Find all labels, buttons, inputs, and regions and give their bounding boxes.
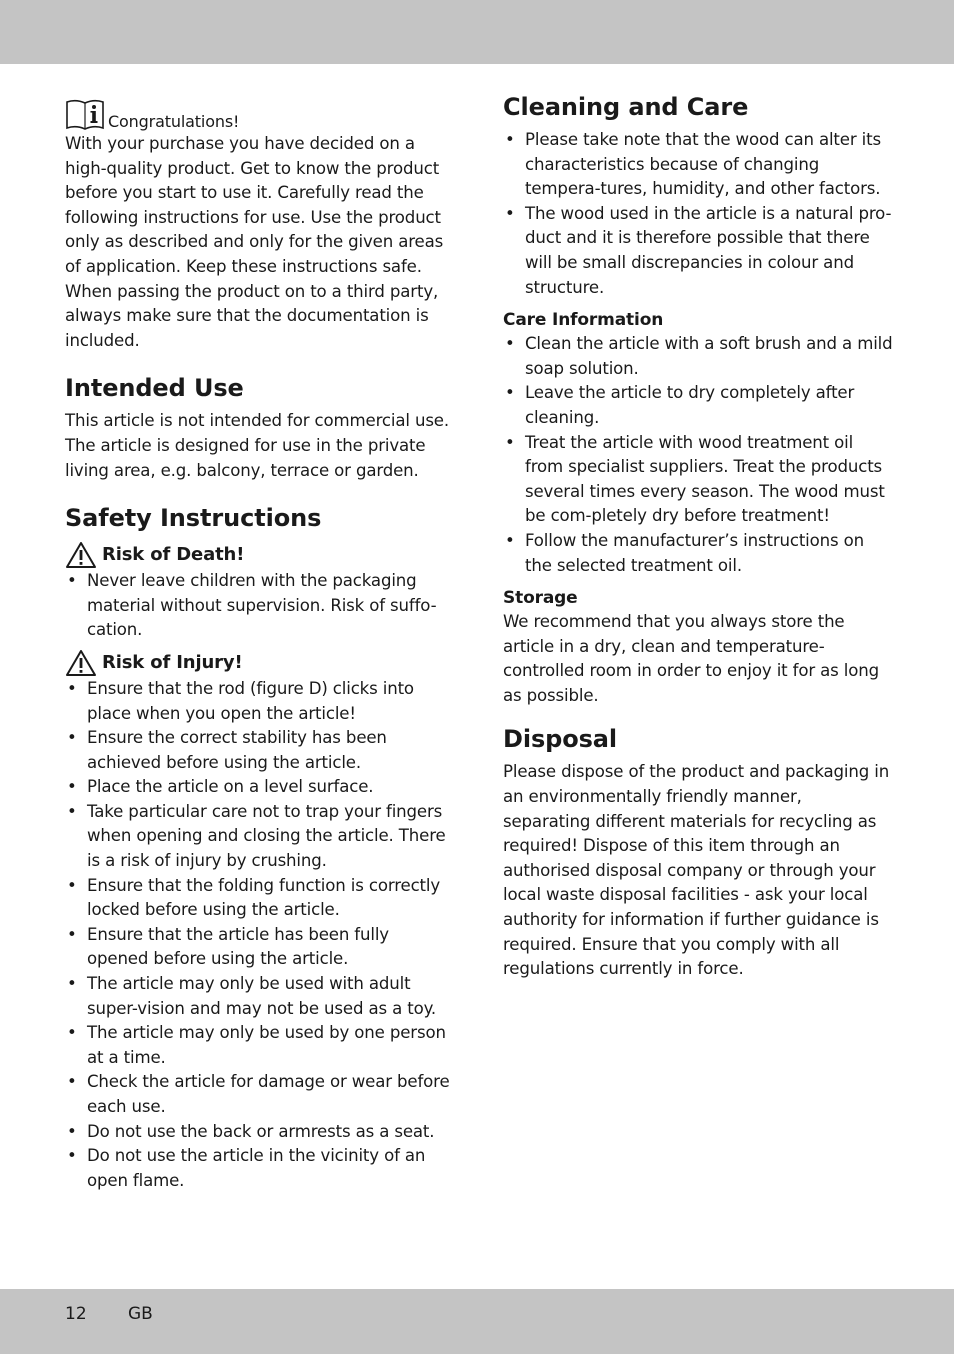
page-number: 12 bbox=[65, 1304, 87, 1324]
intended-use-heading: Intended Use bbox=[65, 374, 244, 403]
cleaning-list bbox=[503, 128, 893, 300]
list-item: • Do not use the back or armrests as a seat. bbox=[65, 1120, 455, 1145]
risk-of-death-heading bbox=[65, 541, 455, 569]
cleaning-and-care-heading: Cleaning and Care bbox=[503, 93, 749, 121]
list-item: • Check the article for damage or wear before each use. bbox=[65, 1070, 455, 1119]
warning-triangle-icon bbox=[65, 541, 97, 569]
risk-of-death-title: Risk of Death! bbox=[102, 544, 245, 566]
warning-triangle-icon bbox=[65, 649, 97, 677]
list-item: • Ensure that the rod (figure D) clicks into place when you open the article! bbox=[65, 677, 455, 726]
care-information-list bbox=[503, 332, 893, 578]
list-item: • Leave the article to dry completely after cleaning. bbox=[503, 381, 893, 430]
list-item: • Never leave children with the packaging material without supervision. Risk of suffo-cation. bbox=[65, 569, 455, 643]
header-band bbox=[0, 0, 954, 64]
safety-instructions-heading: Safety Instructions bbox=[65, 504, 322, 533]
disposal-heading: Disposal bbox=[503, 725, 618, 754]
right-column bbox=[503, 92, 893, 982]
risk-of-injury-title: Risk of Injury! bbox=[102, 651, 243, 673]
list-item: • Ensure the correct stability has been achieved before using the article. bbox=[65, 726, 455, 775]
list-item: • The article may only be used with adult super-vision and may not be used as a toy. bbox=[65, 972, 455, 1021]
list-item: • The article may only be used by one person at a time. bbox=[65, 1021, 455, 1070]
congratulations-line bbox=[65, 94, 455, 132]
risk-of-injury-heading bbox=[65, 649, 455, 677]
storage-paragraph: We recommend that you always store the article in a dry, clean and temperature-controlled room in order to enjoy it for as long as possible. bbox=[503, 612, 879, 705]
list-item: • The wood used in the article is a natural pro-duct and it is therefore possible that there will be small discrepancies in colour and structure. bbox=[503, 202, 893, 300]
risk-of-injury-list bbox=[65, 677, 455, 1193]
language-code: GB bbox=[128, 1304, 153, 1324]
list-item: • Clean the article with a soft brush and a mild soap solution. bbox=[503, 332, 893, 381]
list-item: • Please take note that the wood can alter its characteristics because of changing tempera-tures, humidity, and other factors. bbox=[503, 128, 893, 202]
left-column bbox=[65, 94, 455, 1193]
list-item: • Do not use the article in the vicinity of an open flame. bbox=[65, 1144, 455, 1193]
storage-heading: Storage bbox=[503, 588, 578, 609]
list-item: • Follow the manufacturer’s instructions on the selected treatment oil. bbox=[503, 529, 893, 578]
list-item: • Ensure that the article has been fully opened before using the article. bbox=[65, 923, 455, 972]
care-information-heading: Care Information bbox=[503, 310, 664, 331]
intro-paragraph: With your purchase you have decided on a high-quality product. Get to know the product before you start to use it. Carefully read the following instructions for use. Use the product only as described and only for the given areas of application. Keep these instructions safe. When passing the product on to a third party, always make sure that the documentation is included. bbox=[65, 134, 444, 350]
info-book-icon bbox=[65, 98, 105, 132]
intended-use-paragraph: This article is not intended for commercial use. The article is designed for use in the private living area, e.g. balcony, terrace or garden. bbox=[65, 411, 449, 480]
disposal-paragraph: Please dispose of the product and packaging in an environmentally friendly manner, separating different materials for recycling as required! Dispose of this item through an authorised disposal company or through your local waste disposal facilities - ask your local authority for information if further guidance is required. Ensure that you comply with all regulations currently in force. bbox=[503, 762, 890, 979]
list-item: • Ensure that the folding function is correctly locked before using the article. bbox=[65, 874, 455, 923]
congratulations-text: Congratulations! bbox=[108, 112, 240, 131]
list-item: • Treat the article with wood treatment oil from specialist suppliers. Treat the products several times every season. The wood must be com-pletely dry before treatment! bbox=[503, 431, 893, 529]
list-item: • Place the article on a level surface. bbox=[65, 775, 455, 800]
list-item: • Take particular care not to trap your fingers when opening and closing the article. There is a risk of injury by crushing. bbox=[65, 800, 455, 874]
risk-of-death-list bbox=[65, 569, 455, 643]
